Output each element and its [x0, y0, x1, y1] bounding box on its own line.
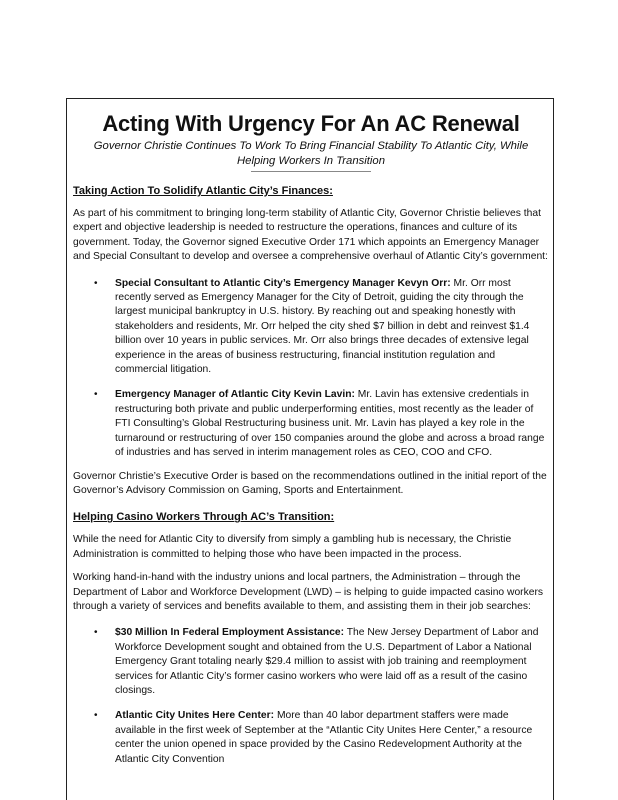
list-item-lead: $30 Million In Federal Employment Assistance: — [115, 627, 345, 639]
list-item-lead: Atlantic City Unites Here Center: — [115, 710, 275, 722]
document-body — [67, 99, 553, 767]
document-subtitle: Governor Christie Continues To Work To Bring Financial Stability To Atlantic City, While Helping Workers In Transition — [93, 140, 529, 167]
list-item-orr — [73, 277, 549, 378]
document-frame — [66, 98, 554, 800]
paragraph-workers-1: While the need for Atlantic City to diversify from simply a gambling hub is necessary, the Christie Administration is committed to helping those who have been impacted in the process. — [73, 534, 512, 560]
bullet-icon: • — [94, 389, 98, 401]
list-item-lavin — [73, 388, 549, 460]
list-item-text: More than 40 labor department staffers were made available in the first week of September at the “Atlantic City Unites Here Center,” a resource center the union opened in space provided by the Casino Redevelopment Authority at the Atlantic City Convention — [115, 710, 533, 765]
list-item-text: Mr. Orr most recently served as Emergency Manager for the City of Detroit, guiding the city through the largest municipal bankruptcy in U.S. history. By reaching out and speaking honestly with stakeholders and residents, Mr. Orr helped the city shed $7 billion in debt and reinvest $1.4 billion over 10 years in public services. Mr. Orr also brings three decades of extensive legal experience in the areas of business restructuring, financial institution regulation and commercial litigation. — [115, 277, 530, 376]
bullet-icon: • — [94, 277, 98, 289]
section-heading-finances: Taking Action To Solidify Atlantic City’s Finances: — [73, 185, 333, 197]
list-item-text: The New Jersey Department of Labor and Workforce Development sought and obtained from the U.S. Department of Labor a National Emergency Grant totaling nearly $29.4 million to assist with job training and reemployment services for Atlantic City’s former casino workers who were laid off as a result of the casino closings. — [115, 627, 539, 696]
paragraph-workers-2: Working hand-in-hand with the industry unions and local partners, the Administration – through the Department of Labor and Workforce Development (LWD) – is helping to guide impacted casino workers through a variety of services and benefits available to them, and assisting them in their job searches: — [73, 572, 544, 612]
list-item-text: Mr. Lavin has extensive credentials in restructuring both private and public underperforming entities, most recently as the leader of FTI Consulting’s Global Restructuring business unit. Mr. Lavin has played a key role in the turnaround or restructuring of over 150 companies around the globe and across a broad range of industries and has served in interim management roles as CEO, COO and CFO. — [115, 389, 545, 459]
section-heading-workers: Helping Casino Workers Through AC’s Transition: — [73, 511, 335, 524]
list-item-federal-assistance — [73, 626, 549, 698]
list-item-lead: Emergency Manager of Atlantic City Kevin Lavin: — [115, 389, 355, 401]
paragraph-finances-closing: Governor Christie’s Executive Order is based on the recommendations outlined in the initial report of the Governor’s Advisory Commission on Gaming, Sports and Entertainment. — [73, 470, 547, 496]
bullet-icon: • — [94, 627, 98, 639]
bullet-icon: • — [94, 710, 98, 722]
list-item-unites-here-center — [73, 709, 549, 767]
list-item-lead: Special Consultant to Atlantic City’s Emergency Manager Kevyn Orr: — [115, 277, 451, 289]
paragraph-finances-intro: As part of his commitment to bringing long-term stability of Atlantic City, Governor Christie believes that expert and objective leadership is needed to restructure the operations, finances and culture of its government. Today, the Governor signed Executive Order 171 which appoints an Emergency Manager and Special Consultant to develop and oversee a comprehensive overhaul of Atlantic City’s government: — [73, 208, 548, 263]
bullet-list-assistance — [73, 626, 549, 767]
bullet-list-appointments — [73, 277, 549, 461]
document-title: Acting With Urgency For An AC Renewal — [102, 111, 520, 136]
